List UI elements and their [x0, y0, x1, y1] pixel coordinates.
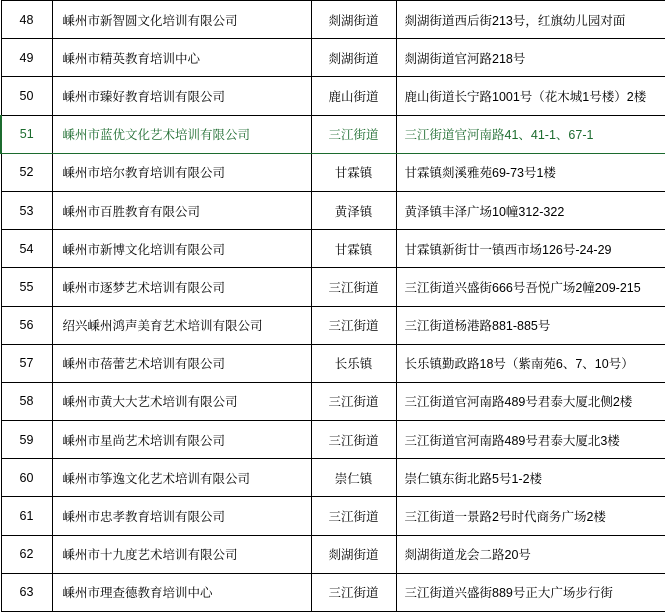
institution-name-cell: 嵊州市百胜教育有限公司	[52, 191, 311, 229]
row-index-cell: 63	[1, 573, 52, 611]
address-cell: 黄泽镇丰泽广场10幢312-322	[396, 191, 665, 229]
row-index-cell: 61	[1, 497, 52, 535]
address-cell: 甘霖镇新街廿一镇西市场126号-24-29	[396, 230, 665, 268]
street-cell: 三江街道	[311, 497, 396, 535]
street-cell: 三江街道	[311, 115, 396, 153]
institution-name-cell: 嵊州市理查德教育培训中心	[52, 573, 311, 611]
table-row	[1, 497, 665, 535]
address-cell: 三江街道兴盛街889号正大广场步行街	[396, 573, 665, 611]
table-row	[1, 115, 665, 153]
street-cell: 三江街道	[311, 306, 396, 344]
address-cell: 剡湖街道西后街213号，红旗幼儿园对面	[396, 1, 665, 39]
address-cell: 三江街道杨港路881-885号	[396, 306, 665, 344]
street-cell: 鹿山街道	[311, 77, 396, 115]
table-row	[1, 191, 665, 229]
row-index-cell: 59	[1, 421, 52, 459]
table-row	[1, 535, 665, 573]
row-index-cell: 57	[1, 344, 52, 382]
address-cell: 甘霖镇剡溪雅苑69-73号1楼	[396, 153, 665, 191]
street-cell: 三江街道	[311, 421, 396, 459]
address-cell: 长乐镇勤政路18号（紫南苑6、7、10号）	[396, 344, 665, 382]
street-cell: 剡湖街道	[311, 535, 396, 573]
table-row	[1, 230, 665, 268]
institution-name-cell: 嵊州市蓝优文化艺术培训有限公司	[52, 115, 311, 153]
table-row	[1, 344, 665, 382]
address-cell: 剡湖街道龙会二路20号	[396, 535, 665, 573]
table-row	[1, 153, 665, 191]
institution-name-cell: 嵊州市新博文化培训有限公司	[52, 230, 311, 268]
address-cell: 三江街道官河南路489号君泰大厦北侧2楼	[396, 382, 665, 420]
street-cell: 三江街道	[311, 573, 396, 611]
institution-name-cell: 嵊州市精英教育培训中心	[52, 39, 311, 77]
row-index-cell: 60	[1, 459, 52, 497]
row-index-cell: 62	[1, 535, 52, 573]
table-row	[1, 1, 665, 39]
row-index-cell: 52	[1, 153, 52, 191]
row-index-cell: 51	[1, 115, 52, 153]
institution-name-cell: 嵊州市星尚艺术培训有限公司	[52, 421, 311, 459]
row-index-cell: 53	[1, 191, 52, 229]
address-cell: 三江街道兴盛街666号吾悦广场2幢209-215	[396, 268, 665, 306]
institution-name-cell: 嵊州市逐梦艺术培训有限公司	[52, 268, 311, 306]
table-row	[1, 382, 665, 420]
street-cell: 甘霖镇	[311, 230, 396, 268]
row-index-cell: 55	[1, 268, 52, 306]
address-cell: 三江街道官河南路41、41-1、67-1	[396, 115, 665, 153]
street-cell: 长乐镇	[311, 344, 396, 382]
table-row	[1, 268, 665, 306]
table-row	[1, 306, 665, 344]
address-cell: 三江街道一景路2号时代商务广场2楼	[396, 497, 665, 535]
table-row	[1, 77, 665, 115]
row-index-cell: 50	[1, 77, 52, 115]
institution-name-cell: 嵊州市黄大大艺术培训有限公司	[52, 382, 311, 420]
institution-name-cell: 嵊州市忠孝教育培训有限公司	[52, 497, 311, 535]
table-row	[1, 459, 665, 497]
institution-name-cell: 嵊州市蓓蕾艺术培训有限公司	[52, 344, 311, 382]
row-index-cell: 56	[1, 306, 52, 344]
table-body	[1, 1, 665, 612]
institution-name-cell: 嵊州市十九度艺术培训有限公司	[52, 535, 311, 573]
street-cell: 三江街道	[311, 382, 396, 420]
row-index-cell: 54	[1, 230, 52, 268]
street-cell: 剡湖街道	[311, 39, 396, 77]
table-row	[1, 39, 665, 77]
table-row	[1, 421, 665, 459]
institution-name-cell: 嵊州市筝逸文化艺术培训有限公司	[52, 459, 311, 497]
institution-name-cell: 绍兴嵊州鸿声美育艺术培训有限公司	[52, 306, 311, 344]
institution-name-cell: 嵊州市臻好教育培训有限公司	[52, 77, 311, 115]
institution-name-cell: 嵊州市培尔教育培训有限公司	[52, 153, 311, 191]
address-cell: 三江街道官河南路489号君泰大厦北3楼	[396, 421, 665, 459]
institution-name-cell: 嵊州市新智圆文化培训有限公司	[52, 1, 311, 39]
street-cell: 甘霖镇	[311, 153, 396, 191]
address-cell: 剡湖街道官河路218号	[396, 39, 665, 77]
row-index-cell: 48	[1, 1, 52, 39]
street-cell: 剡湖街道	[311, 1, 396, 39]
street-cell: 崇仁镇	[311, 459, 396, 497]
street-cell: 黄泽镇	[311, 191, 396, 229]
address-cell: 鹿山街道长宁路1001号（花木城1号楼）2楼	[396, 77, 665, 115]
row-index-cell: 49	[1, 39, 52, 77]
row-index-cell: 58	[1, 382, 52, 420]
address-cell: 崇仁镇东街北路5号1-2楼	[396, 459, 665, 497]
street-cell: 三江街道	[311, 268, 396, 306]
